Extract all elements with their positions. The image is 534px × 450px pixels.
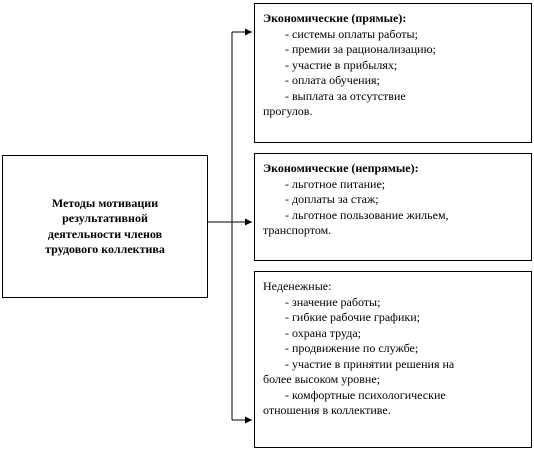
list-item: - премии за рационализацию; xyxy=(285,42,436,56)
list-item-line: - участие в принятии решения на xyxy=(285,356,455,371)
list-item-line: - комфортные психологические xyxy=(285,387,446,402)
list-item: - системы оплаты работы; xyxy=(285,26,418,41)
main-methods-box xyxy=(2,155,208,298)
main-line: Методы мотивации xyxy=(51,195,159,210)
category-title: Неденежные: xyxy=(263,279,332,293)
list-item xyxy=(263,388,523,419)
list-item: - продвижение по службе; xyxy=(285,341,419,355)
economic-indirect-box xyxy=(254,153,532,261)
list-item: - гибкие рабочие графики; xyxy=(285,310,420,324)
economic-direct-box xyxy=(254,3,532,143)
list-item: - доплаты за стаж; xyxy=(285,192,379,206)
list-item: - льготное питание; xyxy=(285,176,386,191)
list-item: - оплата обучения; xyxy=(285,73,380,87)
list-item: - участие в прибылях; xyxy=(285,57,398,72)
list-item: - охрана труда; xyxy=(285,325,362,340)
list-item-continuation: прогулов. xyxy=(263,104,313,118)
list-item xyxy=(263,357,523,388)
list-item xyxy=(263,89,523,120)
list-item-line: - льготное пользование жильем, xyxy=(285,207,449,222)
list-item-continuation: транспортом. xyxy=(263,223,332,237)
main-line: деятельности членов xyxy=(47,226,163,241)
main-line: трудового коллектива xyxy=(45,242,165,256)
list-item-continuation: отношения в коллективе. xyxy=(263,403,391,417)
list-item-continuation: более высоком уровне; xyxy=(263,372,380,386)
category-title: Экономические (прямые): xyxy=(263,11,407,25)
category-title: Экономические (непрямые): xyxy=(263,161,419,175)
main-methods-text xyxy=(45,196,165,258)
non-monetary-box xyxy=(254,271,532,448)
main-line: результативной xyxy=(62,211,148,225)
list-item-line: - выплата за отсутствие xyxy=(285,88,406,103)
list-item xyxy=(263,208,523,239)
list-item: - значение работы; xyxy=(285,294,381,309)
